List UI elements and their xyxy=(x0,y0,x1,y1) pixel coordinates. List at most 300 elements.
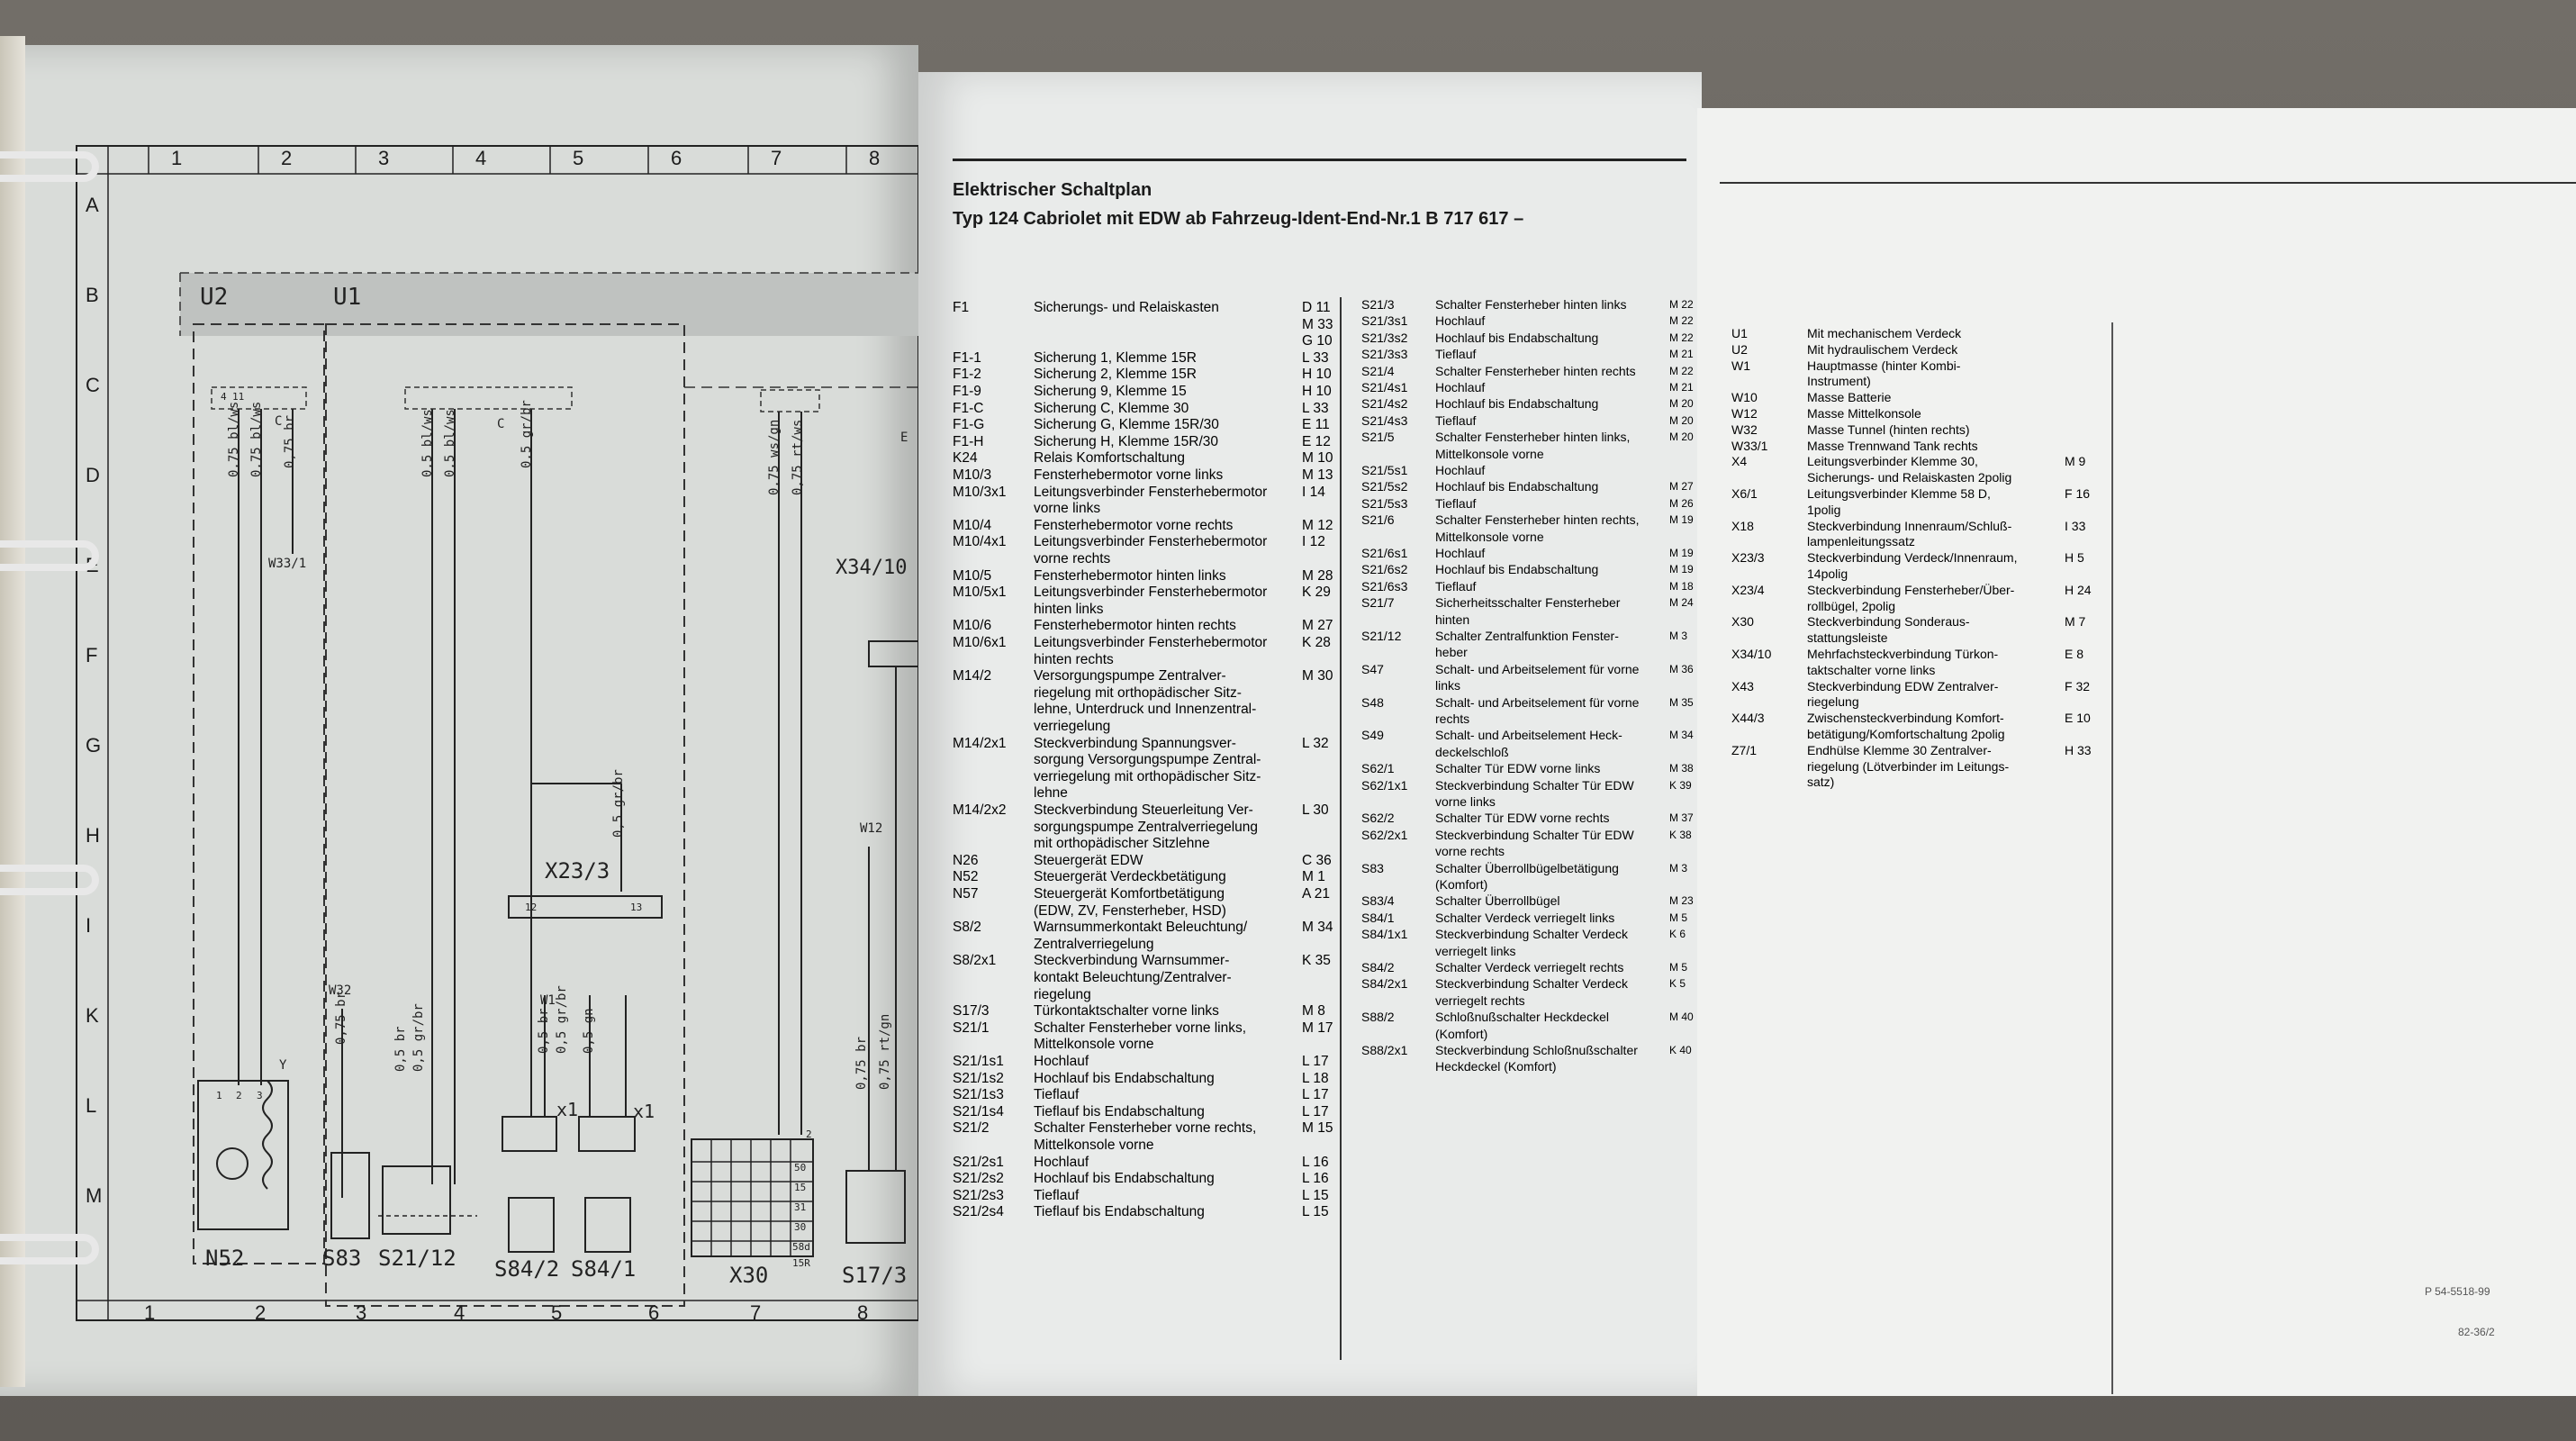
pin-label: 3 xyxy=(257,1090,263,1101)
grid-col-bottom-label: 3 xyxy=(356,1301,367,1324)
legend-description: Hochlauf bis Endabschaltung xyxy=(1435,330,1599,345)
legend-description: Sicherungs- und Relaiskasten 2polig xyxy=(1807,470,2012,485)
legend-row xyxy=(1361,396,1704,412)
legend-code: S62/2 xyxy=(1361,811,1395,826)
legend-location: M 5 xyxy=(1669,961,1688,974)
grid-col-top-label: 8 xyxy=(869,147,881,169)
legend-row xyxy=(1361,745,1704,760)
legend-description: Fensterhebermotor vorne rechts xyxy=(1034,517,1234,533)
pin-label: 1 xyxy=(216,1090,222,1101)
legend-code: X30 xyxy=(1731,614,1754,630)
legend-description: Schloßnußschalter Heckdeckel xyxy=(1435,1010,1609,1025)
legend-location: L 15 xyxy=(1302,1187,1329,1203)
legend-location: M 9 xyxy=(2065,454,2086,469)
legend-row xyxy=(1731,630,2119,646)
legend-description: Schalter Überrollbügelbetätigung xyxy=(1435,860,1619,875)
legend-description: Schalt- und Arbeitselement für vorne xyxy=(1435,694,1640,710)
wires xyxy=(239,409,896,1198)
legend-row xyxy=(1731,470,2119,485)
legend-description: Leitungsverbinder Klemme 30, xyxy=(1807,454,1978,469)
wire-label: 0,75 br xyxy=(334,991,348,1045)
legend-location: K 35 xyxy=(1302,953,1331,969)
legend-location: M 8 xyxy=(1302,1003,1325,1020)
legend-description: Hochlauf bis Endabschaltung xyxy=(1435,562,1599,577)
legend-location: M 13 xyxy=(1302,467,1333,483)
footer-code: P 54-5518-99 xyxy=(2425,1285,2490,1298)
legend-description: Tieflauf xyxy=(1435,347,1477,362)
legend-row xyxy=(953,1171,1358,1186)
legend-description: Steckverbindung Spannungsver- xyxy=(1034,735,1236,751)
legend-location: M 12 xyxy=(1302,517,1333,533)
legend-row xyxy=(1731,614,2119,630)
legend-code: S21/3s2 xyxy=(1361,330,1408,345)
legend-description: Steuergerät EDW xyxy=(1034,852,1143,868)
legend-description: Fensterhebermotor vorne links xyxy=(1034,467,1224,483)
legend-row xyxy=(1361,944,1704,959)
legend-description: Steuergerät Komfortbetätigung xyxy=(1034,886,1225,902)
wire-label: 0,75 br xyxy=(283,414,297,468)
legend-row xyxy=(953,836,1358,851)
legend-row xyxy=(953,970,1358,985)
legend-description: Leitungsverbinder Fensterhebermotor xyxy=(1034,484,1268,500)
legend-row xyxy=(1731,519,2119,534)
legend-location: M 10 xyxy=(1302,450,1333,467)
legend-row xyxy=(953,668,1358,684)
legend-row xyxy=(953,736,1358,751)
legend-description: Türkontaktschalter vorne links xyxy=(1034,1003,1219,1020)
legend-code: S21/1s3 xyxy=(953,1087,1004,1103)
legend-description: Sicherungs- und Relaiskasten xyxy=(1034,300,1219,315)
legend-location: M 33 xyxy=(1302,316,1333,332)
legend-description: Leitungsverbinder Fensterhebermotor xyxy=(1034,585,1268,601)
grid-col-top-label: 5 xyxy=(573,147,584,169)
legend-description: 1polig xyxy=(1807,502,1841,517)
pin-label: 30 xyxy=(794,1221,807,1233)
legend-description: Tieflauf xyxy=(1034,1187,1080,1203)
legend-description: Steckverbindung Sonderaus- xyxy=(1807,614,1970,630)
pin-label: 12 xyxy=(525,902,538,913)
grid-col-top-label: 2 xyxy=(281,147,293,169)
legend-description: vorne links xyxy=(1034,501,1101,517)
legend-description: stattungsleiste xyxy=(1807,630,1888,646)
legend-description: Mittelkonsole vorne xyxy=(1435,446,1544,461)
legend-row xyxy=(1361,911,1704,926)
legend-code: U2 xyxy=(1731,341,1748,357)
diagram-page xyxy=(0,45,918,1396)
legend-location: E 8 xyxy=(2065,647,2084,661)
legend-row xyxy=(1731,566,2119,582)
legend-row xyxy=(953,585,1358,600)
legend-description: Schalter Fensterheber vorne links, xyxy=(1034,1020,1247,1036)
legend-code: X4 xyxy=(1731,454,1748,469)
column-divider-right xyxy=(2111,322,2113,1394)
legend-location: L 32 xyxy=(1302,735,1329,751)
legend-row xyxy=(1361,313,1704,329)
legend-code: S21/5s1 xyxy=(1361,463,1408,477)
legend-location: M 18 xyxy=(1669,579,1694,593)
legend-location: M 19 xyxy=(1669,547,1694,559)
legend-row xyxy=(1731,711,2119,726)
legend-row xyxy=(1731,534,2119,549)
legend-row xyxy=(1361,430,1704,445)
legend-description: Leitungsverbinder Klemme 58 D, xyxy=(1807,486,1991,501)
label-w1: W1 xyxy=(540,993,556,1008)
legend-row xyxy=(1731,599,2119,614)
legend-description: vorne links xyxy=(1435,794,1496,809)
legend-row xyxy=(953,785,1358,801)
wire-label: 0,75 br xyxy=(854,1036,869,1090)
grid-row-label: D xyxy=(86,464,100,486)
legend-code: S21/4s3 xyxy=(1361,412,1408,428)
label-x23-3: X23/3 xyxy=(545,858,610,884)
page-code: 82-36/2 xyxy=(2458,1326,2495,1338)
wire-label: 0,75 rt/ws xyxy=(791,419,805,495)
grid-row-label: F xyxy=(86,644,98,666)
legend-code: M10/3x1 xyxy=(953,484,1007,500)
legend-location: M 5 xyxy=(1669,911,1688,924)
legend-code: M14/2 xyxy=(953,668,992,684)
pin-label: 15 xyxy=(794,1182,807,1193)
wire-label: 0,75 bl/ws xyxy=(227,401,241,477)
legend-location: K 6 xyxy=(1669,928,1686,941)
legend-description: kontakt Beleuchtung/Zentralver- xyxy=(1034,970,1232,985)
legend-location: E 10 xyxy=(2065,711,2091,726)
legend-row xyxy=(1731,503,2119,518)
legend-description: Tieflauf bis Endabschaltung xyxy=(1034,1103,1205,1119)
legend-description: Steckverbindung Fensterheber/Über- xyxy=(1807,582,2015,597)
legend-description: rollbügel, 2polig xyxy=(1807,598,1896,613)
legend-code: W10 xyxy=(1731,390,1758,405)
legend-description: Mit hydraulischem Verdeck xyxy=(1807,341,1958,357)
legend-description: Hochlauf bis Endabschaltung xyxy=(1435,479,1599,494)
grid-ticks xyxy=(149,146,846,174)
legend-code: S21/4s2 xyxy=(1361,396,1408,412)
legend-location: L 33 xyxy=(1302,400,1329,416)
legend-row xyxy=(953,1204,1358,1219)
grid-row-label: G xyxy=(86,734,102,757)
legend-row xyxy=(953,652,1358,667)
legend-description: lampenleitungssatz xyxy=(1807,534,1915,549)
legend-description: Warnsummerkontakt Beleuchtung/ xyxy=(1034,920,1248,936)
legend-description: Steckverbindung Schalter Tür EDW xyxy=(1435,777,1634,793)
legend-description: Tieflauf xyxy=(1435,578,1477,594)
legend-code: M10/6x1 xyxy=(953,635,1007,650)
legend-description: (Komfort) xyxy=(1435,1026,1488,1041)
legend-location: M 21 xyxy=(1669,381,1694,394)
legend-location: M 34 xyxy=(1302,920,1333,936)
title-rule xyxy=(953,159,1686,161)
component-s84-2 xyxy=(509,1198,554,1252)
legend-row xyxy=(953,1087,1358,1102)
legend-location: M 20 xyxy=(1669,397,1694,411)
legend-row xyxy=(953,401,1358,416)
grid-row-label: B xyxy=(86,284,99,306)
legend-row xyxy=(1361,662,1704,677)
legend-location: H 33 xyxy=(2065,742,2092,757)
label-c1: C xyxy=(275,414,283,429)
legend-location: H 10 xyxy=(1302,367,1332,383)
legend-code: S21/2s4 xyxy=(953,1204,1004,1220)
legend-location: M 1 xyxy=(1302,869,1325,885)
legend-description: Schalt- und Arbeitselement Heck- xyxy=(1435,728,1622,743)
legend-location: M 27 xyxy=(1669,480,1694,494)
legend-row xyxy=(1361,761,1704,776)
legend-row xyxy=(953,384,1358,399)
legend-code: X23/4 xyxy=(1731,582,1765,597)
legend-description: Steckverbindung Schalter Tür EDW xyxy=(1435,827,1634,842)
legend-description: Schalter Fensterheber hinten rechts, xyxy=(1435,512,1640,528)
legend-row xyxy=(1361,364,1704,379)
binder-ring-top xyxy=(0,151,99,182)
legend-row xyxy=(953,920,1358,935)
legend-code: S8/2x1 xyxy=(953,953,997,969)
legend-description: vorne rechts xyxy=(1034,551,1111,566)
legend-description: Sicherheitsschalter Fensterheber xyxy=(1435,595,1621,611)
legend-location: L 16 xyxy=(1302,1154,1329,1170)
legend-row xyxy=(1361,645,1704,660)
pin-label: 58d xyxy=(792,1241,810,1253)
legend-code: S21/1 xyxy=(953,1020,990,1036)
legend-row xyxy=(1731,326,2119,341)
legend-location: M 22 xyxy=(1669,331,1694,344)
legend-row xyxy=(1361,811,1704,826)
legend-code: F1-2 xyxy=(953,367,981,383)
legend-row xyxy=(1361,993,1704,1009)
legend-code: M10/6 xyxy=(953,618,992,634)
legend-location: K 38 xyxy=(1669,828,1692,841)
legend-column-3 xyxy=(1731,326,2119,866)
shaded-band xyxy=(180,273,918,336)
legend-row xyxy=(1361,976,1704,992)
legend-description: Steckverbindung Warnsummer- xyxy=(1034,953,1230,969)
label-s84-2: S84/2 xyxy=(494,1256,560,1282)
legend-row xyxy=(953,752,1358,767)
legend-description: Sicherung 1, Klemme 15R xyxy=(1034,349,1197,366)
legend-code: X43 xyxy=(1731,678,1754,693)
pin-label: 2 xyxy=(236,1090,242,1101)
legend-description: rechts xyxy=(1435,711,1470,726)
legend-location: L 30 xyxy=(1302,802,1329,818)
grid-col-bottom-label: 6 xyxy=(648,1301,660,1324)
legend-code: S84/1 xyxy=(1361,910,1395,925)
legend-code: S21/4s1 xyxy=(1361,380,1408,394)
grid-col-bottom-label: 4 xyxy=(454,1301,465,1324)
legend-row xyxy=(1731,679,2119,694)
label-s21-12: S21/12 xyxy=(378,1246,456,1271)
component-s83 xyxy=(331,1153,369,1238)
legend-code: S21/1s2 xyxy=(953,1070,1004,1086)
legend-description: verriegelt links xyxy=(1435,943,1516,958)
legend-description: (EDW, ZV, Fensterheber, HSD) xyxy=(1034,902,1226,919)
legend-description: Versorgungspumpe Zentralver- xyxy=(1034,668,1226,684)
wire-label: 0,5 bl/ws xyxy=(420,409,435,477)
legend-location: L 17 xyxy=(1302,1087,1329,1103)
legend-code: N52 xyxy=(953,869,979,885)
legend-row xyxy=(1361,711,1704,727)
legend-description: verriegelt rechts xyxy=(1435,992,1525,1008)
binder-ring-middle-lower xyxy=(0,865,99,895)
legend-description: Steckverbindung Steuerleitung Ver- xyxy=(1034,802,1253,818)
legend-code: W12 xyxy=(1731,406,1758,421)
legend-row xyxy=(953,869,1358,884)
legend-row xyxy=(953,485,1358,500)
wire-label: 0,5 br xyxy=(537,1008,551,1054)
legend-code: X34/10 xyxy=(1731,647,1772,661)
legend-code: F1-C xyxy=(953,400,984,416)
legend-description: Mittelkonsole vorne xyxy=(1034,1037,1154,1053)
component-x30 xyxy=(691,1139,813,1256)
legend-code: S62/2x1 xyxy=(1361,827,1408,842)
legend-location: E 11 xyxy=(1302,417,1330,433)
legend-row xyxy=(1731,486,2119,502)
legend-row xyxy=(1361,297,1704,313)
label-u1: U1 xyxy=(333,284,362,311)
component-s17-3 xyxy=(846,1171,905,1243)
legend-row xyxy=(1361,447,1704,462)
legend-description: links xyxy=(1435,678,1461,693)
legend-code: S84/1x1 xyxy=(1361,927,1408,942)
legend-description: Fensterhebermotor hinten links xyxy=(1034,567,1226,584)
legend-row xyxy=(1361,579,1704,594)
legend-row xyxy=(1361,546,1704,561)
legend-code: S88/2x1 xyxy=(1361,1043,1408,1057)
legend-row xyxy=(953,501,1358,516)
legend-row xyxy=(1361,861,1704,876)
top-rule xyxy=(1720,182,2576,184)
legend-row xyxy=(953,903,1358,919)
legend-description: Tieflauf xyxy=(1435,412,1477,428)
legend-row xyxy=(1361,347,1704,362)
legend-code: S21/2s2 xyxy=(953,1171,1004,1187)
grid-row-label: I xyxy=(86,914,92,937)
grid-col-top-label: 1 xyxy=(171,147,183,169)
legend-code: M14/2x1 xyxy=(953,735,1007,751)
legend-row xyxy=(953,300,1358,315)
legend-location: M 17 xyxy=(1302,1020,1333,1036)
legend-location: M 15 xyxy=(1302,1120,1333,1137)
legend-location: A 21 xyxy=(1302,886,1331,902)
legend-row xyxy=(1731,647,2119,662)
legend-description: hinten xyxy=(1435,612,1470,627)
legend-row xyxy=(1361,927,1704,942)
legend-location: C 36 xyxy=(1302,852,1332,868)
legend-code: S21/3 xyxy=(1361,297,1395,312)
legend-row xyxy=(1361,678,1704,693)
legend-code: S21/12 xyxy=(1361,629,1402,643)
legend-description: Schalt- und Arbeitselement für vorne xyxy=(1435,661,1640,676)
legend-row xyxy=(953,1071,1358,1086)
legend-row xyxy=(1731,406,2119,421)
legend-location: M 28 xyxy=(1302,567,1333,584)
label-s84-1: S84/1 xyxy=(571,1256,637,1282)
legend-row xyxy=(1361,844,1704,859)
legend-row xyxy=(1361,893,1704,909)
legend-description: Hochlauf xyxy=(1435,546,1486,560)
wire-label: 0,5 gr/br xyxy=(411,1003,426,1072)
legend-code: N57 xyxy=(953,886,979,902)
legend-location: H 10 xyxy=(1302,384,1332,399)
legend-row xyxy=(953,1054,1358,1069)
label-x1-a: x1 xyxy=(556,1099,579,1120)
legend-description: Schalter Fensterheber hinten links, xyxy=(1435,430,1631,445)
legend-description: Schalter Überrollbügel xyxy=(1435,893,1560,909)
wiring-diagram xyxy=(0,45,918,1396)
legend-row xyxy=(1731,743,2119,758)
legend-code: S48 xyxy=(1361,694,1384,710)
binder-spine xyxy=(0,36,25,1387)
legend-code: S21/6s2 xyxy=(1361,562,1408,577)
legend-code: M10/5 xyxy=(953,567,992,584)
legend-location: L 17 xyxy=(1302,1054,1329,1069)
legend-code: S21/4 xyxy=(1361,363,1395,378)
legend-row xyxy=(953,1037,1358,1052)
legend-location: H 5 xyxy=(2065,550,2084,566)
legend-description: riegelung xyxy=(1034,986,1091,1002)
legend-code: N26 xyxy=(953,852,979,868)
legend-location: I 12 xyxy=(1302,534,1325,550)
legend-row xyxy=(953,434,1358,449)
legend-row xyxy=(1361,877,1704,893)
legend-column-1 xyxy=(953,300,1358,1291)
legend-row xyxy=(1731,583,2119,598)
legend-description: Hochlauf xyxy=(1034,1054,1089,1069)
page-subtitle: Typ 124 Cabriolet mit EDW ab Fahrzeug-Ident-End-Nr.1 B 717 617 – xyxy=(953,209,1524,229)
label-y: Y xyxy=(279,1058,287,1073)
legend-code: S21/2s1 xyxy=(953,1154,1004,1170)
legend-description: Schalter Zentralfunktion Fenster- xyxy=(1435,629,1619,643)
legend-code: S21/5 xyxy=(1361,430,1395,445)
legend-row xyxy=(953,618,1358,633)
legend-row xyxy=(953,568,1358,584)
legend-description: Hochlauf bis Endabschaltung xyxy=(1435,396,1599,412)
grid-col-top-label: 3 xyxy=(378,147,390,169)
legend-location: E 12 xyxy=(1302,433,1331,449)
legend-row xyxy=(953,719,1358,734)
pin-label: 4 xyxy=(221,391,227,403)
legend-code: S21/7 xyxy=(1361,595,1395,611)
legend-location: L 16 xyxy=(1302,1171,1329,1187)
legend-description: Steckverbindung Schloßnußschalter xyxy=(1435,1043,1638,1057)
legend-description: vorne rechts xyxy=(1435,844,1505,859)
legend-description: Endhülse Klemme 30 Zentralver- xyxy=(1807,742,1992,757)
legend-description: verriegelung mit orthopädischer Sitz- xyxy=(1034,768,1261,784)
grid-row-label: H xyxy=(86,824,100,847)
legend-description: heber xyxy=(1435,645,1468,660)
legend-column-2 xyxy=(1361,297,1704,1198)
legend-code: S62/1x1 xyxy=(1361,777,1408,793)
legend-row xyxy=(1731,374,2119,389)
grid-col-bottom-label: 5 xyxy=(551,1301,563,1324)
legend-row xyxy=(953,367,1358,382)
legend-code: S21/1s4 xyxy=(953,1103,1004,1119)
connector-x34-10 xyxy=(869,641,918,666)
label-w12: W12 xyxy=(860,821,883,836)
legend-code: F1-9 xyxy=(953,384,981,399)
legend-description: Steuergerät Verdeckbetätigung xyxy=(1034,869,1226,885)
legend-row xyxy=(1731,390,2119,405)
legend-code: X18 xyxy=(1731,518,1754,533)
legend-description: Steckverbindung Innenraum/Schluß- xyxy=(1807,518,2012,533)
legend-description: Hauptmasse (hinter Kombi- xyxy=(1807,358,1961,373)
legend-page-left xyxy=(918,72,1702,1396)
legend-description: 14polig xyxy=(1807,566,1848,581)
legend-row xyxy=(953,1137,1358,1153)
grid-col-top-label: 4 xyxy=(475,147,487,169)
legend-description: Masse Trennwand Tank rechts xyxy=(1807,438,1978,453)
legend-row xyxy=(953,1104,1358,1119)
legend-location: M 22 xyxy=(1669,364,1694,377)
grid-col-bottom-label: 2 xyxy=(255,1301,267,1324)
